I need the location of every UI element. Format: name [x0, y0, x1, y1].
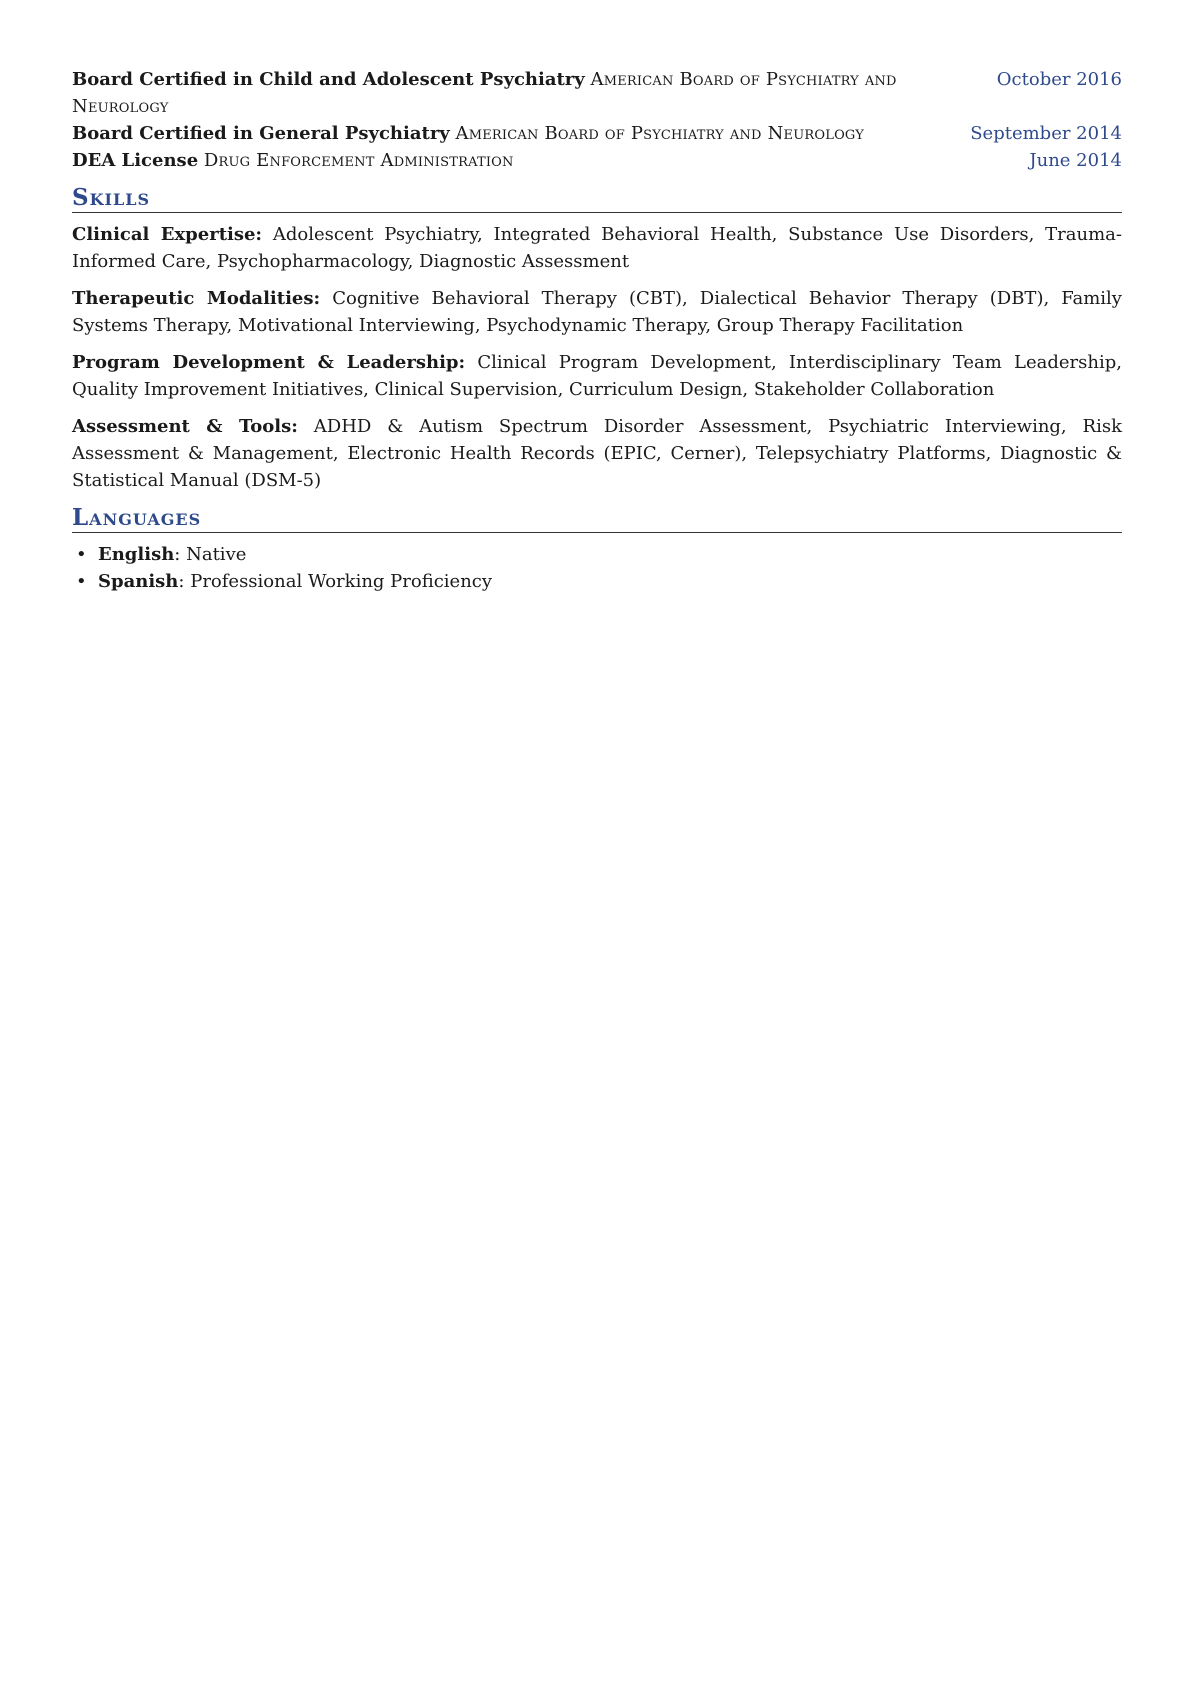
skills-heading: Skills [72, 184, 1122, 213]
certification-title: Board Certified in General Psychiatry [72, 123, 450, 144]
certification-main [72, 147, 1029, 174]
skill-text: Adolescent Psychiatry, Integrated Behavioral Health, Substance Use Disorders, Trauma-Informed Care, Psychopharmacology, Diagnostic Assessment [72, 224, 1122, 272]
certification-title: Board Certified in Child and Adolescent Psychiatry [72, 69, 585, 90]
skill-entry [72, 285, 1122, 339]
language-separator: : [174, 544, 187, 565]
skill-text: ADHD & Autism Spectrum Disorder Assessment, Psychiatric Interviewing, Risk Assessment & Management, Electronic Health Records (EPIC, Cerner), Telepsychiatry Platforms, Diagnostic & Statistical Manual (DSM-5) [72, 416, 1122, 491]
skill-label: Program Development & Leadership: [72, 352, 466, 373]
skill-entry [72, 349, 1122, 403]
language-level: Professional Working Proficiency [190, 571, 493, 592]
skills-section [72, 221, 1122, 494]
certification-issuer: American Board of Psychiatry and Neurology [455, 123, 865, 144]
certification-date: October 2016 [996, 69, 1122, 90]
language-item [72, 541, 1122, 568]
certification-issuer: American Board of Psychiatry and Neurology [72, 69, 897, 117]
language-separator: : [178, 571, 191, 592]
certification-main [72, 120, 970, 147]
skill-label: Assessment & Tools: [72, 416, 298, 437]
skill-entry [72, 413, 1122, 494]
certification-entry [72, 120, 1122, 147]
certification-date: June 2014 [1029, 150, 1122, 171]
certification-title: DEA License [72, 150, 199, 171]
certification-entry [72, 147, 1122, 174]
skill-text: Clinical Program Development, Interdisciplinary Team Leadership, Quality Improvement Initiatives, Clinical Supervision, Curriculum Design, Stakeholder Collaboration [72, 352, 1122, 400]
skill-entry [72, 221, 1122, 275]
certification-date: September 2014 [970, 123, 1122, 144]
certification-issuer: Drug Enforcement Administration [203, 150, 514, 171]
language-name: Spanish [98, 571, 179, 592]
language-name: English [98, 544, 175, 565]
bullet-icon: • [76, 571, 87, 592]
certification-main [72, 66, 997, 120]
languages-list [72, 541, 1122, 595]
language-item [72, 568, 1122, 595]
skill-text: Cognitive Behavioral Therapy (CBT), Dialectical Behavior Therapy (DBT), Family Systems Therapy, Motivational Interviewing, Psychodynamic Therapy, Group Therapy Facilitation [72, 288, 1122, 336]
certifications-list [72, 66, 1122, 174]
bullet-icon: • [76, 544, 87, 565]
language-level: Native [186, 544, 247, 565]
certification-entry [72, 66, 1122, 120]
skill-label: Therapeutic Modalities: [72, 288, 321, 309]
languages-heading: Languages [72, 504, 1122, 533]
skill-label: Clinical Expertise: [72, 224, 263, 245]
